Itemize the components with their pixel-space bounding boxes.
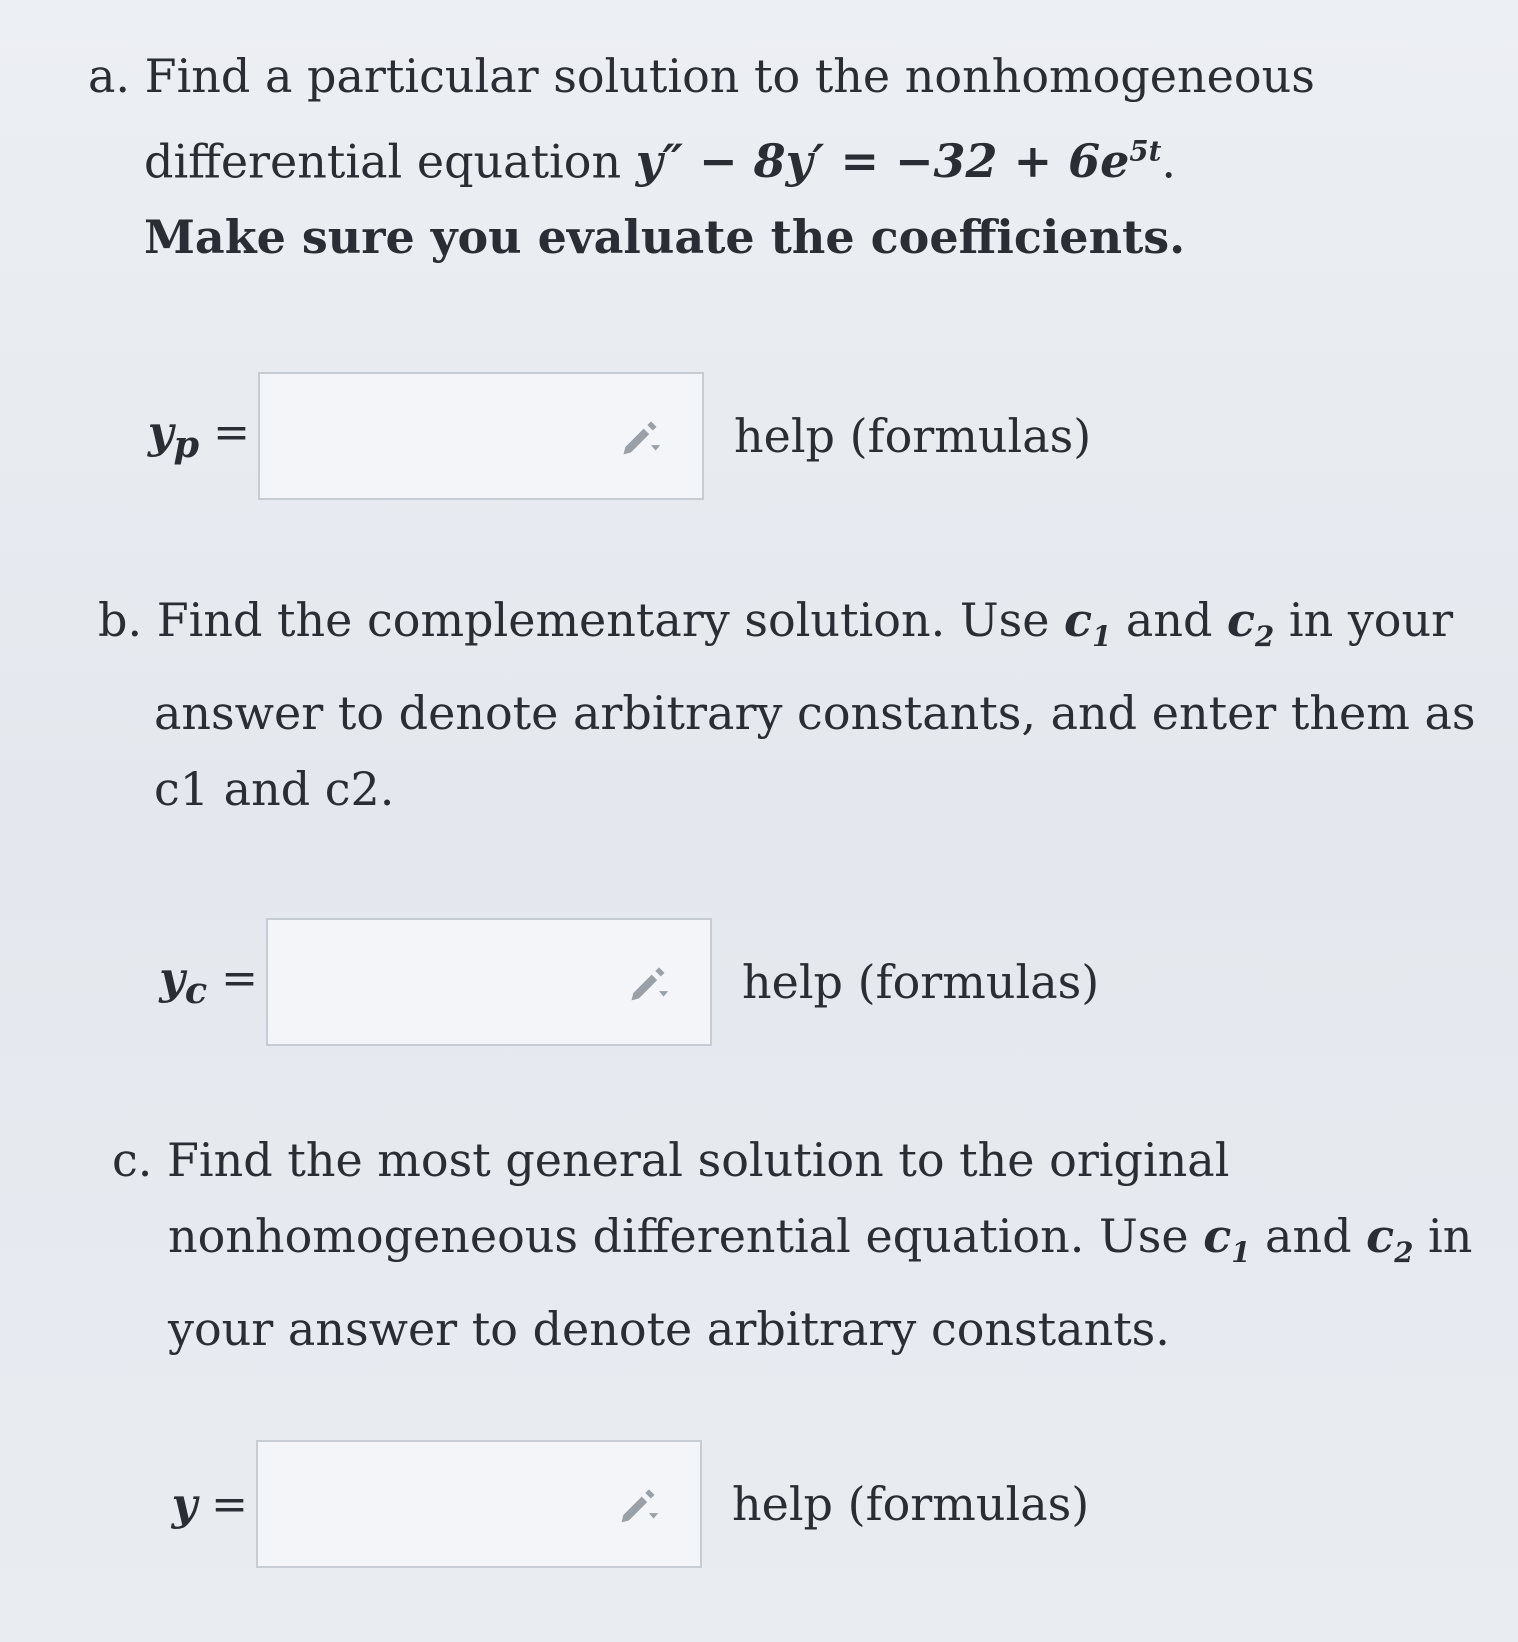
c2-subscript: 2 — [1394, 1236, 1414, 1270]
part-c-line-1 — [112, 1122, 1472, 1198]
help-formulas-link-a[interactable]: help (formulas) — [734, 409, 1092, 463]
part-b-text-1b: in your — [1274, 593, 1454, 647]
part-b-line-3: c1 and c2. — [154, 762, 395, 817]
y-var: y — [171, 1478, 198, 1530]
yp-answer-box[interactable] — [258, 372, 704, 500]
y-equals: = — [197, 1478, 248, 1530]
y-answer-box[interactable] — [256, 1440, 702, 1568]
c1-letter: c — [1064, 593, 1093, 647]
part-b-answer-row — [138, 918, 1099, 1046]
part-a-prompt — [88, 38, 1315, 275]
part-b-prompt — [98, 582, 1476, 827]
yp-equals: = — [199, 406, 250, 458]
part-a-line-3: Make sure you evaluate the coefficients. — [144, 210, 1186, 265]
part-b-line-1 — [98, 582, 1476, 675]
part-c-and: and — [1250, 1209, 1367, 1263]
c2-subscript: 2 — [1255, 620, 1275, 654]
part-c-line-2 — [112, 1198, 1472, 1291]
part-a-text-2: differential equation — [144, 134, 636, 189]
c2-letter: c — [1227, 593, 1256, 647]
part-c-line-3: your answer to denote arbitrary constants. — [168, 1302, 1170, 1357]
differential-equation — [636, 134, 1162, 188]
c2-letter: c — [1366, 1209, 1395, 1263]
yp-label — [130, 407, 258, 466]
pencil-icon[interactable] — [618, 414, 662, 458]
c1-subscript: 1 — [1231, 1236, 1251, 1270]
c2-symbol — [1366, 1209, 1414, 1270]
equation-exponent: 5t — [1129, 135, 1162, 168]
c1-symbol — [1203, 1209, 1251, 1270]
part-a-line-1 — [88, 38, 1315, 114]
equation-body: y″ − 8y′ = −32 + 6e — [635, 134, 1130, 189]
part-a-period: . — [1161, 134, 1176, 189]
part-b-label: b. — [98, 593, 143, 647]
c2-symbol — [1227, 593, 1275, 654]
y-label — [128, 1479, 256, 1530]
pencil-icon[interactable] — [626, 960, 670, 1004]
yp-var: y — [147, 406, 174, 458]
yc-equals: = — [207, 952, 258, 1004]
part-c-text-2: nonhomogeneous differential equation. Use — [168, 1209, 1204, 1263]
part-a-text-1: Find a particular solution to the nonhomogeneous — [144, 49, 1315, 103]
part-c-text-1: Find the most general solution to the original — [167, 1133, 1230, 1187]
part-b-and: and — [1111, 593, 1228, 647]
yp-sub: p — [173, 422, 200, 466]
c1-letter: c — [1203, 1209, 1232, 1263]
part-b-text-1: Find the complementary solution. Use — [156, 593, 1065, 647]
yc-var: y — [159, 952, 185, 1004]
part-a-label: a. — [88, 49, 131, 103]
part-a-line-2 — [88, 114, 1315, 199]
pencil-icon[interactable] — [616, 1482, 660, 1526]
yc-sub: c — [184, 968, 208, 1012]
part-c-prompt — [112, 1122, 1472, 1367]
part-a-answer-row — [130, 372, 1091, 500]
c1-symbol — [1064, 593, 1112, 654]
yc-label — [138, 953, 266, 1012]
part-c-label: c. — [112, 1133, 153, 1187]
part-b-line-2: answer to denote arbitrary constants, and enter them as — [154, 686, 1476, 741]
help-formulas-link-c[interactable]: help (formulas) — [732, 1477, 1090, 1531]
part-c-answer-row — [128, 1440, 1089, 1568]
part-c-text-2b: in — [1413, 1209, 1473, 1263]
help-formulas-link-b[interactable]: help (formulas) — [742, 955, 1100, 1009]
yc-answer-box[interactable] — [266, 918, 712, 1046]
c1-subscript: 1 — [1092, 620, 1112, 654]
